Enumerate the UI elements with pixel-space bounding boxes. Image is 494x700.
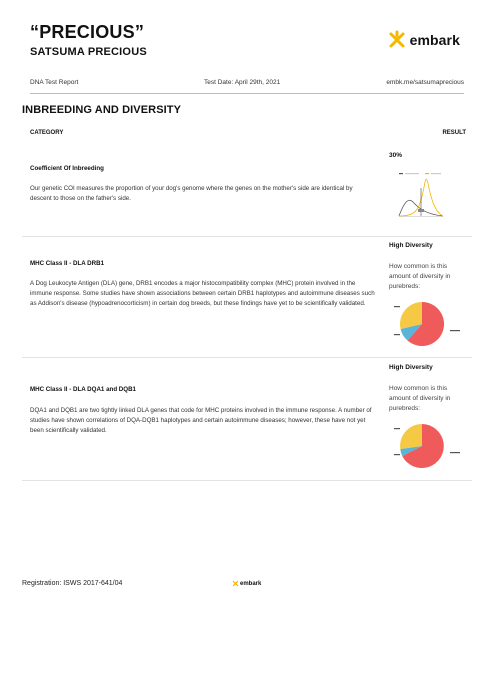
drb1-diversity-pie — [394, 296, 464, 352]
dog-full-name: SATSUMA PRECIOUS — [30, 46, 147, 58]
dqa1-note: How common is this amount of diversity in purebreds: — [389, 385, 451, 412]
column-header-result: RESULT — [442, 130, 466, 136]
row-title-coi: Coefficient Of Inbreeding — [30, 165, 104, 172]
dqa1-diversity-pie — [394, 418, 464, 474]
logo-text: embark — [409, 32, 460, 48]
footer-embark-logo — [232, 580, 261, 587]
embark-star-icon — [387, 30, 407, 50]
pie-slice-low — [400, 424, 422, 449]
row-desc-drb1: A Dog Leukocyte Antigen (DLA) gene, DRB1 encodes a major histocompatibility complex (MHC) protein involved in the immune response. Some studies have shown associations between certain DRB1 haplotypes and autoimmune diseases such as Addison's disease (hypoadrenocorticism) in certain dog breeds, but these findings have yet to be scientifically validated. — [30, 280, 375, 307]
embark-star-icon — [232, 580, 239, 587]
section-title: INBREEDING AND DIVERSITY — [22, 104, 182, 116]
column-header-category: CATEGORY — [30, 130, 64, 136]
dog-name: “PRECIOUS” — [30, 22, 145, 42]
registration-number: Registration: ISWS 2017-641/04 — [22, 580, 123, 587]
profile-url[interactable]: embk.me/satsumaprecious — [386, 79, 464, 86]
row-divider — [22, 357, 472, 358]
row-divider — [22, 480, 472, 481]
coi-chart-legend — [399, 173, 441, 174]
report-type: DNA Test Report — [30, 79, 79, 86]
drb1-result: High Diversity — [389, 242, 433, 249]
row-divider — [22, 236, 472, 237]
test-date: Test Date: April 29th, 2021 — [204, 79, 281, 86]
row-desc-coi: Our genetic COI measures the proportion of your dog's genome where the genes on the mother's side are identical by descent to those on the father's side. — [30, 185, 353, 202]
row-title-drb1: MHC Class II - DLA DRB1 — [30, 260, 105, 267]
meta-row — [30, 76, 464, 94]
row-desc-dqa1: DQA1 and DQB1 are two tightly linked DLA genes that code for MHC proteins involved in the immune response. A number of studies have shown correlations of DQA-DQB1 haplotypes and certain autoimmune diseases; however, these have not yet been scientifically validated. — [30, 407, 372, 434]
coi-marker-label — [418, 209, 424, 212]
row-title-dqa1: MHC Class II - DLA DQA1 and DQB1 — [30, 386, 137, 393]
report-header — [30, 22, 470, 66]
drb1-note: How common is this amount of diversity in purebreds: — [389, 263, 451, 290]
coi-distribution-chart — [397, 170, 445, 222]
embark-logo — [387, 30, 460, 50]
footer-logo-text: embark — [240, 580, 262, 587]
dqa1-result: High Diversity — [389, 364, 433, 371]
coi-result: 30% — [389, 152, 403, 159]
